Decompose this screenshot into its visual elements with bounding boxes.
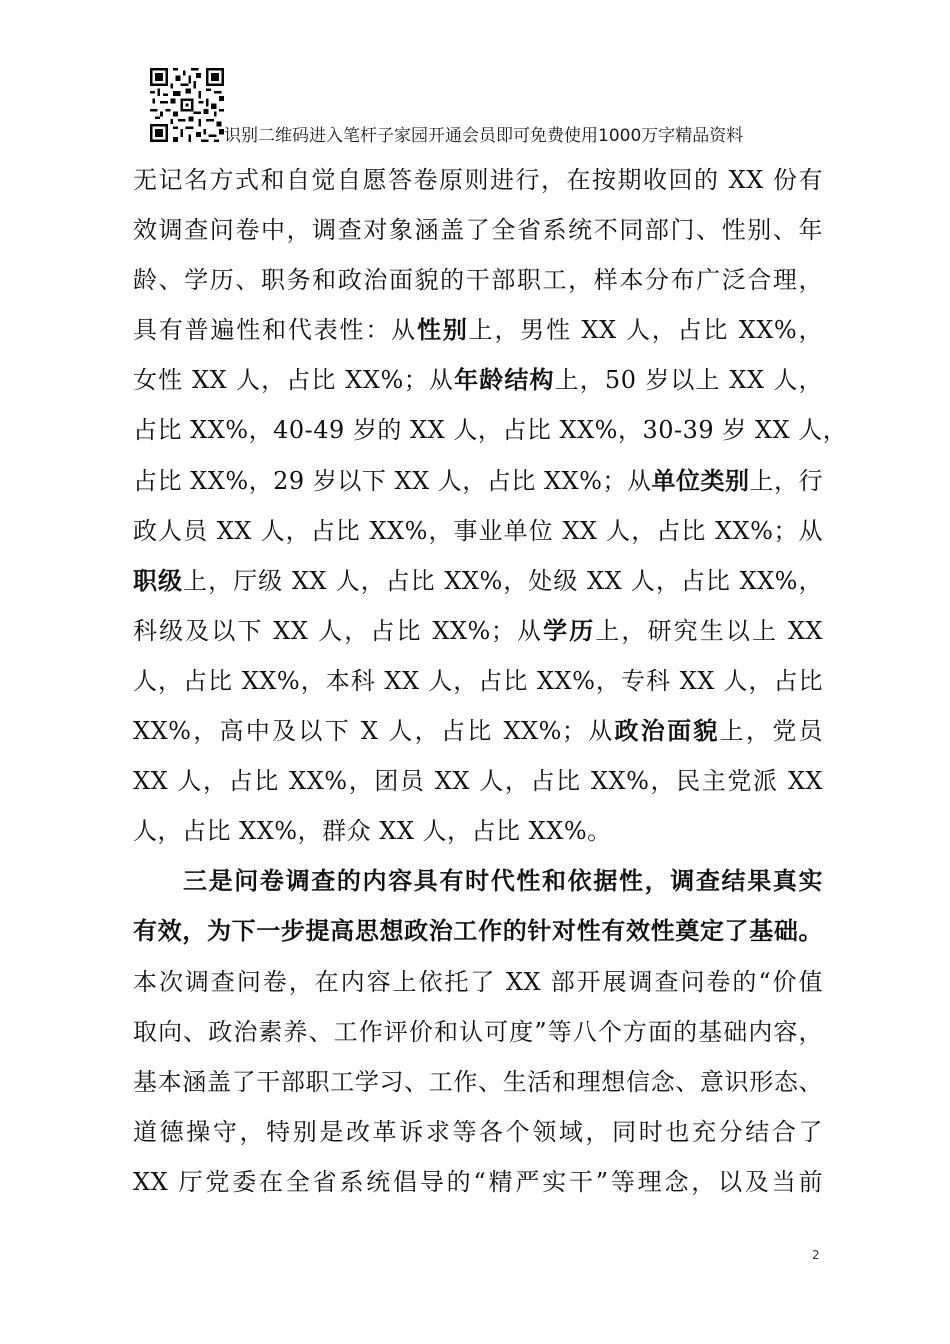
text-segment: 取向、政治素养、工作评价和认可度”等八个方面的基础内容， bbox=[133, 1017, 823, 1046]
text-line bbox=[133, 1007, 823, 1057]
text-segment: 人，占比 XX%，本科 XX 人，占比 XX%，专科 XX 人，占比 bbox=[133, 666, 823, 695]
text-line bbox=[133, 706, 823, 756]
text-line bbox=[133, 556, 823, 606]
text-line bbox=[133, 205, 823, 255]
text-line bbox=[133, 305, 823, 355]
text-line bbox=[133, 255, 823, 305]
text-segment: 道德操守，特别是改革诉求等各个领域，同时也充分结合了 bbox=[133, 1117, 823, 1146]
text-line bbox=[133, 957, 823, 1007]
text-segment: 基本涵盖了干部职工学习、工作、生活和理想信念、意识形态、 bbox=[133, 1067, 823, 1096]
text-segment: 占比 XX%，29 岁以下 XX 人，占比 XX%；从 bbox=[133, 466, 652, 495]
text-segment: 上，研究生以上 XX bbox=[595, 616, 823, 645]
bold-text-segment: 有效，为下一步提高思想政治工作的针对性有效性奠定了基础。 bbox=[133, 916, 823, 946]
text-segment: 上，行 bbox=[749, 466, 823, 495]
text-segment: 人，占比 XX%，群众 XX 人，占比 XX%。 bbox=[133, 817, 612, 846]
text-segment: 本次调查问卷，在内容上依托了 XX 部开展调查问卷的“价值 bbox=[133, 967, 823, 996]
text-line bbox=[133, 656, 823, 706]
bold-text-segment: 单位类别 bbox=[651, 465, 750, 495]
text-line bbox=[133, 906, 823, 956]
text-segment: XX 厅党委在全省系统倡导的“精严实干”等理念，以及当前 bbox=[133, 1167, 823, 1196]
bold-text-segment: 三是问卷调查的内容具有时代性和依据性，调查结果真实 bbox=[183, 866, 823, 896]
bold-text-segment: 学历 bbox=[543, 615, 596, 645]
page-number: 2 bbox=[812, 1248, 820, 1262]
text-line bbox=[133, 155, 823, 205]
page-header bbox=[146, 68, 846, 144]
text-segment: 上，厅级 XX 人，占比 XX%，处级 XX 人，占比 XX%， bbox=[183, 566, 824, 595]
document-body bbox=[133, 155, 848, 1207]
text-segment: 政人员 XX 人，占比 XX%，事业单位 XX 人，占比 XX%；从 bbox=[133, 516, 823, 545]
text-line bbox=[133, 756, 823, 806]
text-segment: 女性 XX 人，占比 XX%；从 bbox=[133, 366, 455, 395]
text-line bbox=[133, 405, 848, 455]
text-line bbox=[133, 355, 823, 405]
bold-text-segment: 职级 bbox=[133, 565, 184, 595]
bold-text-segment: 年龄结构 bbox=[454, 365, 555, 395]
text-segment: 上，50 岁以上 XX 人， bbox=[554, 366, 823, 395]
text-segment: 占比 XX%，40-49 岁的 XX 人，占比 XX%，30-39 岁 XX 人， bbox=[133, 416, 848, 445]
text-line bbox=[133, 856, 823, 906]
text-line bbox=[133, 806, 823, 856]
text-line bbox=[133, 456, 823, 506]
text-line bbox=[133, 1057, 823, 1107]
text-segment: 龄、学历、职务和政治面貌的干部职工，样本分布广泛合理， bbox=[133, 266, 823, 295]
text-line bbox=[133, 606, 823, 656]
qr-code-icon[interactable] bbox=[150, 68, 224, 142]
text-segment: 具有普遍性和代表性：从 bbox=[133, 316, 417, 345]
text-line bbox=[133, 1107, 823, 1157]
text-segment: 效调查问卷中，调查对象涵盖了全省系统不同部门、性别、年 bbox=[133, 216, 823, 245]
text-segment: XX 人，占比 XX%，团员 XX 人，占比 XX%，民主党派 XX bbox=[133, 767, 823, 796]
bold-text-segment: 性别 bbox=[417, 315, 469, 345]
text-segment: 上，党员 bbox=[719, 717, 824, 746]
text-segment: 科级及以下 XX 人，占比 XX%；从 bbox=[133, 616, 544, 645]
text-segment: 上，男性 XX 人，占比 XX%， bbox=[468, 316, 823, 345]
text-segment: XX%，高中及以下 X 人，占比 XX%；从 bbox=[133, 717, 615, 746]
text-line bbox=[133, 506, 823, 556]
text-line bbox=[133, 1157, 823, 1207]
text-segment: 无记名方式和自觉自愿答卷原则进行，在按期收回的 XX 份有 bbox=[133, 166, 823, 194]
header-notice: 识别二维码进入笔杆子家园开通会员即可免费使用1000万字精品资料 bbox=[224, 126, 744, 146]
bold-text-segment: 政治面貌 bbox=[614, 716, 720, 746]
